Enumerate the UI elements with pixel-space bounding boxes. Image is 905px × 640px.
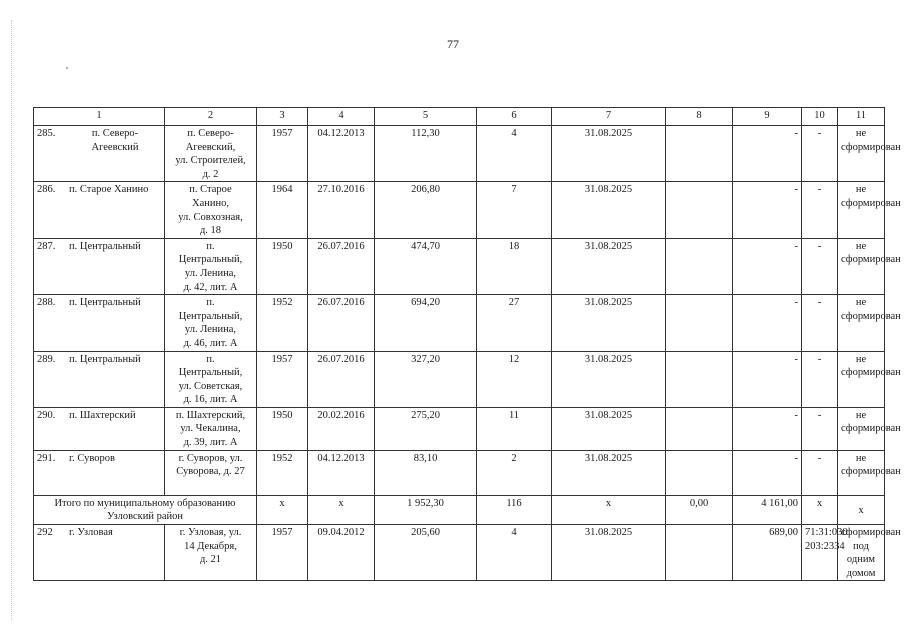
count-cell: 7 xyxy=(477,182,552,238)
year-cell: 1952 xyxy=(257,295,308,351)
settlement-name: п. Центральный xyxy=(69,240,141,252)
address-cell: п. Центральный, ул. Ленина, д. 46, лит. А xyxy=(165,295,257,351)
col8-cell xyxy=(666,126,733,182)
table-row xyxy=(34,450,885,495)
column-header: 10 xyxy=(802,108,838,126)
column-header: 3 xyxy=(257,108,308,126)
row-number: 287. xyxy=(37,240,56,252)
status-cell: не сформирован xyxy=(838,351,885,407)
count-cell: 2 xyxy=(477,450,552,495)
status-cell: не сформирован xyxy=(838,295,885,351)
binding-margin-line xyxy=(11,20,12,620)
settlement-name: п. Старое Ханино xyxy=(69,184,149,196)
column-header: 5 xyxy=(375,108,477,126)
table-row xyxy=(34,126,885,182)
date-cell: 04.12.2013 xyxy=(308,126,375,182)
area-cell: 205,60 xyxy=(375,525,477,581)
row-number: 288. xyxy=(37,297,56,309)
header-row xyxy=(34,108,885,126)
settlement-name: г. Узловая xyxy=(69,527,113,539)
col8-cell xyxy=(666,525,733,581)
column-header: 4 xyxy=(308,108,375,126)
total-row xyxy=(34,495,885,524)
col10-cell: - xyxy=(802,182,838,238)
date-cell: 26.07.2016 xyxy=(308,351,375,407)
row-number: 291. xyxy=(37,452,56,464)
col9-cell: - xyxy=(733,407,802,450)
status-cell: не сформирован xyxy=(838,238,885,294)
column-header: 8 xyxy=(666,108,733,126)
address-cell: г. Суворов, ул. Суворова, д. 27 xyxy=(165,450,257,495)
address-cell: п. Северо- Агеевский, ул. Строителей, д. 2 xyxy=(165,126,257,182)
col8-cell xyxy=(666,238,733,294)
location-cell xyxy=(34,126,165,182)
column-header: 7 xyxy=(552,108,666,126)
total-cell: х xyxy=(552,495,666,524)
date2-cell: 31.08.2025 xyxy=(552,126,666,182)
area-cell: 474,70 xyxy=(375,238,477,294)
total-area: 1 952,30 xyxy=(375,495,477,524)
total-cell: х xyxy=(802,495,838,524)
date-cell: 20.02.2016 xyxy=(308,407,375,450)
col9-cell: - xyxy=(733,351,802,407)
area-cell: 112,30 xyxy=(375,126,477,182)
address-cell: г. Узловая, ул. 14 Декабря, д. 21 xyxy=(165,525,257,581)
col9-cell: - xyxy=(733,126,802,182)
area-cell: 83,10 xyxy=(375,450,477,495)
date-cell: 27.10.2016 xyxy=(308,182,375,238)
date2-cell: 31.08.2025 xyxy=(552,351,666,407)
total-label: Итого по муниципальному образованию Узловский район xyxy=(34,495,257,524)
total-cell: х xyxy=(838,495,885,524)
settlement-name: п. Центральный xyxy=(69,297,141,309)
col9-cell: - xyxy=(733,182,802,238)
date-cell: 26.07.2016 xyxy=(308,238,375,294)
year-cell: 1950 xyxy=(257,407,308,450)
page-number: 77 xyxy=(447,37,459,51)
location-cell xyxy=(34,182,165,238)
area-cell: 275,20 xyxy=(375,407,477,450)
status-cell: не сформирован xyxy=(838,126,885,182)
column-header: 1 xyxy=(34,108,165,126)
col8-cell xyxy=(666,182,733,238)
address-cell: п. Старое Ханино, ул. Совхозная, д. 18 xyxy=(165,182,257,238)
scan-speck xyxy=(66,67,68,69)
date-cell: 09.04.2012 xyxy=(308,525,375,581)
status-cell: сформирован под одним домом xyxy=(838,525,885,581)
year-cell: 1950 xyxy=(257,238,308,294)
table-row xyxy=(34,407,885,450)
location-cell xyxy=(34,351,165,407)
area-cell: 327,20 xyxy=(375,351,477,407)
col9-cell: - xyxy=(733,295,802,351)
date-cell: 26.07.2016 xyxy=(308,295,375,351)
total-cell: х xyxy=(308,495,375,524)
col8-cell xyxy=(666,407,733,450)
col9-cell: - xyxy=(733,238,802,294)
date2-cell: 31.08.2025 xyxy=(552,450,666,495)
date2-cell: 31.08.2025 xyxy=(552,407,666,450)
status-cell: не сформирован xyxy=(838,182,885,238)
status-cell: не сформирован xyxy=(838,450,885,495)
total-cell: х xyxy=(257,495,308,524)
address-cell: п. Центральный, ул. Ленина, д. 42, лит. А xyxy=(165,238,257,294)
row-number: 285. xyxy=(37,128,56,139)
col8-cell xyxy=(666,450,733,495)
count-cell: 12 xyxy=(477,351,552,407)
col10-cell: - xyxy=(802,351,838,407)
area-cell: 206,80 xyxy=(375,182,477,238)
area-cell: 694,20 xyxy=(375,295,477,351)
col10-cell: - xyxy=(802,450,838,495)
table-row xyxy=(34,182,885,238)
settlement-name: п. Центральный xyxy=(69,353,141,365)
table-row xyxy=(34,295,885,351)
total-cell: 4 161,00 xyxy=(733,495,802,524)
year-cell: 1952 xyxy=(257,450,308,495)
year-cell: 1957 xyxy=(257,351,308,407)
year-cell: 1957 xyxy=(257,525,308,581)
table-row xyxy=(34,351,885,407)
col10-cell: - xyxy=(802,295,838,351)
col9-cell: - xyxy=(733,450,802,495)
year-cell: 1957 xyxy=(257,126,308,182)
count-cell: 4 xyxy=(477,525,552,581)
col10-cell: - xyxy=(802,126,838,182)
table-row xyxy=(34,238,885,294)
location-cell xyxy=(34,525,165,581)
count-cell: 27 xyxy=(477,295,552,351)
settlement-name: г. Суворов xyxy=(69,452,115,464)
col10-cell: - xyxy=(802,238,838,294)
total-count: 116 xyxy=(477,495,552,524)
count-cell: 18 xyxy=(477,238,552,294)
status-cell: не сформирован xyxy=(838,407,885,450)
column-header: 9 xyxy=(733,108,802,126)
table-row xyxy=(34,525,885,581)
row-number: 292 xyxy=(37,527,53,539)
settlement-name: п. Шахтерский xyxy=(69,409,136,421)
location-cell xyxy=(34,295,165,351)
row-number: 286. xyxy=(37,184,56,196)
location-cell xyxy=(34,450,165,495)
column-header: 11 xyxy=(838,108,885,126)
register-table xyxy=(33,107,901,581)
date2-cell: 31.08.2025 xyxy=(552,238,666,294)
location-cell xyxy=(34,238,165,294)
date2-cell: 31.08.2025 xyxy=(552,525,666,581)
col10-cell: 71:31:030 203:2334 xyxy=(802,525,838,581)
col8-cell xyxy=(666,295,733,351)
year-cell: 1964 xyxy=(257,182,308,238)
date2-cell: 31.08.2025 xyxy=(552,182,666,238)
total-cell: 0,00 xyxy=(666,495,733,524)
settlement-name: п. Северо-Агеевский xyxy=(91,128,139,153)
row-number: 289. xyxy=(37,353,56,365)
date2-cell: 31.08.2025 xyxy=(552,295,666,351)
count-cell: 11 xyxy=(477,407,552,450)
col8-cell xyxy=(666,351,733,407)
location-cell xyxy=(34,407,165,450)
row-number: 290. xyxy=(37,409,56,421)
date-cell: 04.12.2013 xyxy=(308,450,375,495)
column-header: 2 xyxy=(165,108,257,126)
address-cell: п. Шахтерский, ул. Чекалина, д. 39, лит. А xyxy=(165,407,257,450)
count-cell: 4 xyxy=(477,126,552,182)
address-cell: п. Центральный, ул. Советская, д. 16, лит. А xyxy=(165,351,257,407)
col9-cell: 689,00 xyxy=(733,525,802,581)
column-header: 6 xyxy=(477,108,552,126)
col10-cell: - xyxy=(802,407,838,450)
